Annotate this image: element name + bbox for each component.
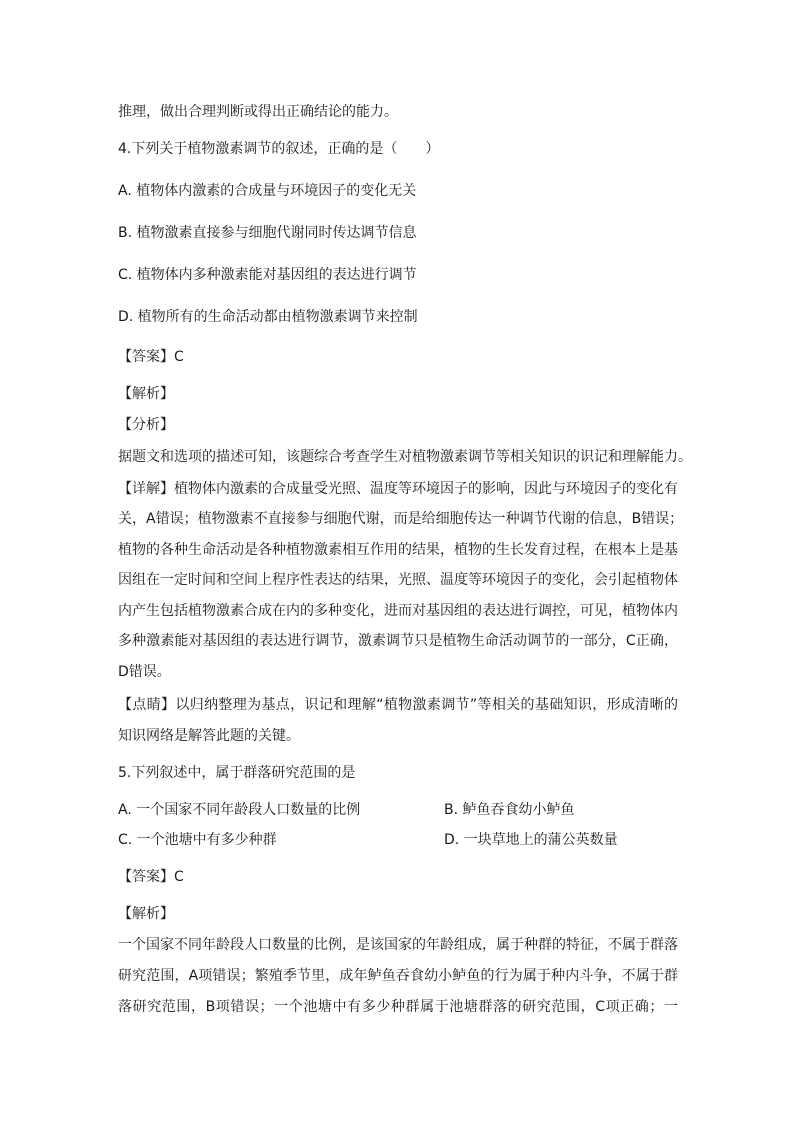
q4-detail-line: 植物的各种生命活动是各种植物激素相互作用的结果，植物的生长发育过程，在根本上是基 — [118, 542, 678, 558]
q4-answer: 【答案】C — [118, 349, 184, 365]
q4-stem: 4.下列关于植物激素调节的叙述，正确的是（ ） — [118, 141, 440, 157]
q5-stem: 5.下列叙述中，属于群落研究范围的是 — [118, 765, 356, 781]
q5-option-b: B. 鲈鱼吞食幼小鲈鱼 — [444, 802, 575, 818]
q5-option-a: A. 一个国家不同年龄段人口数量的比例 — [118, 802, 361, 818]
q5-analysis-line: 落研究范围，B项错误；一个池塘中有多少种群属于池塘群落的研究范围，C项正确；一 — [118, 999, 678, 1015]
q4-analysis-label: 【解析】 — [118, 386, 174, 402]
q5-analysis-label: 【解析】 — [118, 906, 174, 922]
q4-detail-line: 内产生包括植物激素合成在内的多种变化，进而对基因组的表达进行调控，可见，植物体内 — [118, 603, 678, 619]
q5-answer: 【答案】C — [118, 869, 184, 885]
q5-analysis-line: 一个国家不同年龄段人口数量的比例，是该国家的年龄组成，属于种群的特征，不属于群落 — [118, 937, 678, 953]
intro-tail: 推理，做出合理判断或得出正确结论的能力。 — [118, 104, 398, 120]
q4-dianjing-line: 知识网络是解答此题的关键。 — [118, 728, 300, 744]
q4-option-c: C. 植物体内多种激素能对基因组的表达进行调节 — [118, 267, 417, 283]
q4-detail-line: 多种激素能对基因组的表达进行调节，激素调节只是植物生命活动调节的一部分，C正确， — [118, 633, 678, 649]
q4-detail-line: D错误。 — [118, 664, 171, 680]
q4-dianjing-line: 【点睛】以归纳整理为基点，识记和理解“植物激素调节”等相关的基础知识，形成清晰的 — [118, 697, 678, 713]
q4-option-d: D. 植物所有的生命活动都由植物激素调节来控制 — [118, 309, 418, 325]
q4-detail-line: 关，A错误；植物激素不直接参与细胞代谢，而是给细胞传达一种调节代谢的信息，B错误； — [118, 511, 684, 527]
q5-analysis-line: 研究范围，A项错误；繁殖季节里，成年鲈鱼吞食幼小鲈鱼的行为属于种内斗争，不属于群 — [118, 968, 678, 984]
q5-option-d: D. 一块草地上的蒲公英数量 — [444, 832, 618, 848]
q4-option-b: B. 植物激素直接参与细胞代谢同时传达调节信息 — [118, 225, 417, 241]
q4-fenxi-label: 【分析】 — [118, 417, 174, 433]
q4-fenxi: 据题文和选项的描述可知，该题综合考查学生对植物激素调节等相关知识的识记和理解能力。 — [118, 449, 692, 465]
q4-detail-line: 因组在一定时间和空间上程序性表达的结果，光照、温度等环境因子的变化，会引起植物体 — [118, 572, 678, 588]
q5-option-c: C. 一个池塘中有多少种群 — [118, 832, 277, 848]
q4-option-a: A. 植物体内激素的合成量与环境因子的变化无关 — [118, 183, 417, 199]
q4-detail-line: 【详解】植物体内激素的合成量受光照、温度等环境因子的影响，因此与环境因子的变化有 — [118, 481, 678, 497]
